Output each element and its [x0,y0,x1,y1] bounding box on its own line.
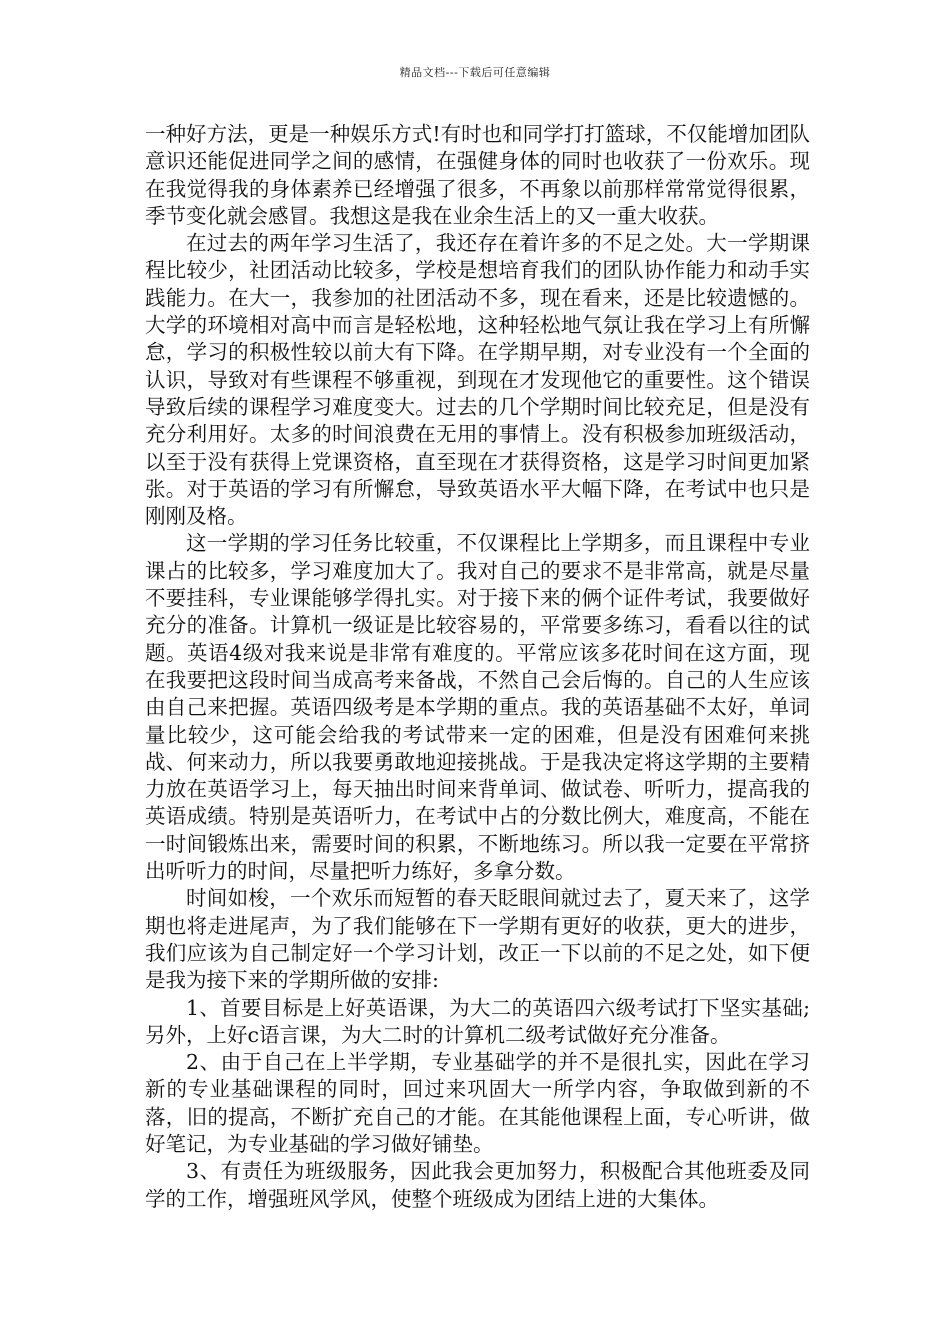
paragraph-4: 时间如梭，一个欢乐而短暂的春天眨眼间就过去了，夏天来了，这学期也将走进尾声，为了我们能够在下一学期有更好的收获，更大的进步，我们应该为自己制定好一个学习计划，改正一下以前的不足之处，如下便是我为接下来的学期所做的安排: [145,886,810,993]
plan-item-3: 3、有责任为班级服务，因此我会更加努力，积极配合其他班委及同学的工作，增强班风学风，使整个班级成为团结上进的大集体。 [145,1159,810,1211]
paragraph-1: 一种好方法，更是一种娱乐方式!有时也和同学打打篮球，不仅能增加团队意识还能促进同学之间的感情，在强健身体的同时也收获了一份欢乐。现在我觉得我的身体素养已经增强了很多，不再象以前那样常常觉得很累，季节变化就会感冒。我想这是我在业余生活上的又一重大收获。 [145,122,810,228]
paragraph-2: 在过去的两年学习生活了，我还存在着许多的不足之处。大一学期课程比较少，社团活动比较多，学校是想培育我们的团队协作能力和动手实践能力。在大一，我参加的社团活动不多，现在看来，还是比较遗憾的。大学的环境相对高中而言是轻松地，这种轻松地气氛让我在学习上有所懈怠，学习的积极性较以前大有下降。在学期早期，对专业没有一个全面的认识，导致对有些课程不够重视，到现在才发现他它的重要性。这个错误导致后续的课程学习难度变大。过去的几个学期时间比较充足，但是没有充分利用好。太多的时间浪费在无用的事情上。没有积极参加班级活动，以至于没有获得上党课资格，直至现在才获得资格，这是学习时间更加紧张。对于英语的学习有所懈怠，导致英语水平大幅下降，在考试中也只是刚刚及格。 [145,231,810,529]
paragraph-3: 这一学期的学习任务比较重，不仅课程比上学期多，而且课程中专业课占的比较多，学习难度加大了。我对自己的要求不是非常高，就是尽量不要挂科，专业课能够学得扎实。对于接下来的俩个证件考试，我要做好充分的准备。计算机一级证是比较容易的，平常要多练习，看看以往的试题。英语4级对我来说是非常有难度的。平常应该多花时间在这方面，现在我要把这段时间当成高考来备战，不然自己会后悔的。自己的人生应该由自己来把握。英语四级考是本学期的重点。我的英语基础不太好，单词量比较少，这可能会给我的考试带来一定的困难，但是没有困难何来挑战、何来动力，所以我要勇敢地迎接挑战。于是我决定将这学期的主要精力放在英语学习上，每天抽出时间来背单词、做试卷、听听力，提高我的英语成绩。特别是英语听力，在考试中占的分数比例大，难度高，不能在一时间锻炼出来，需要时间的积累，不断地练习。所以我一定要在平常挤出听听力的时间，尽量把听力练好，多拿分数。 [145,531,810,884]
document-body [145,121,810,1213]
plan-item-1: 1、首要目标是上好英语课，为大二的英语四六级考试打下坚实基础;另外，上好c语言课，为大二时的计算机二级考试做好充分准备。 [145,995,810,1047]
page-header: 精品文档---下载后可任意编辑 [399,66,551,79]
plan-item-2: 2、由于自己在上半学期，专业基础学的并不是很扎实，因此在学习新的专业基础课程的同时，回过来巩固大一所学内容，争取做到新的不落，旧的提高，不断扩充自己的才能。在其能他课程上面，专心听讲，做好笔记，为专业基础的学习做好铺垫。 [145,1050,810,1156]
